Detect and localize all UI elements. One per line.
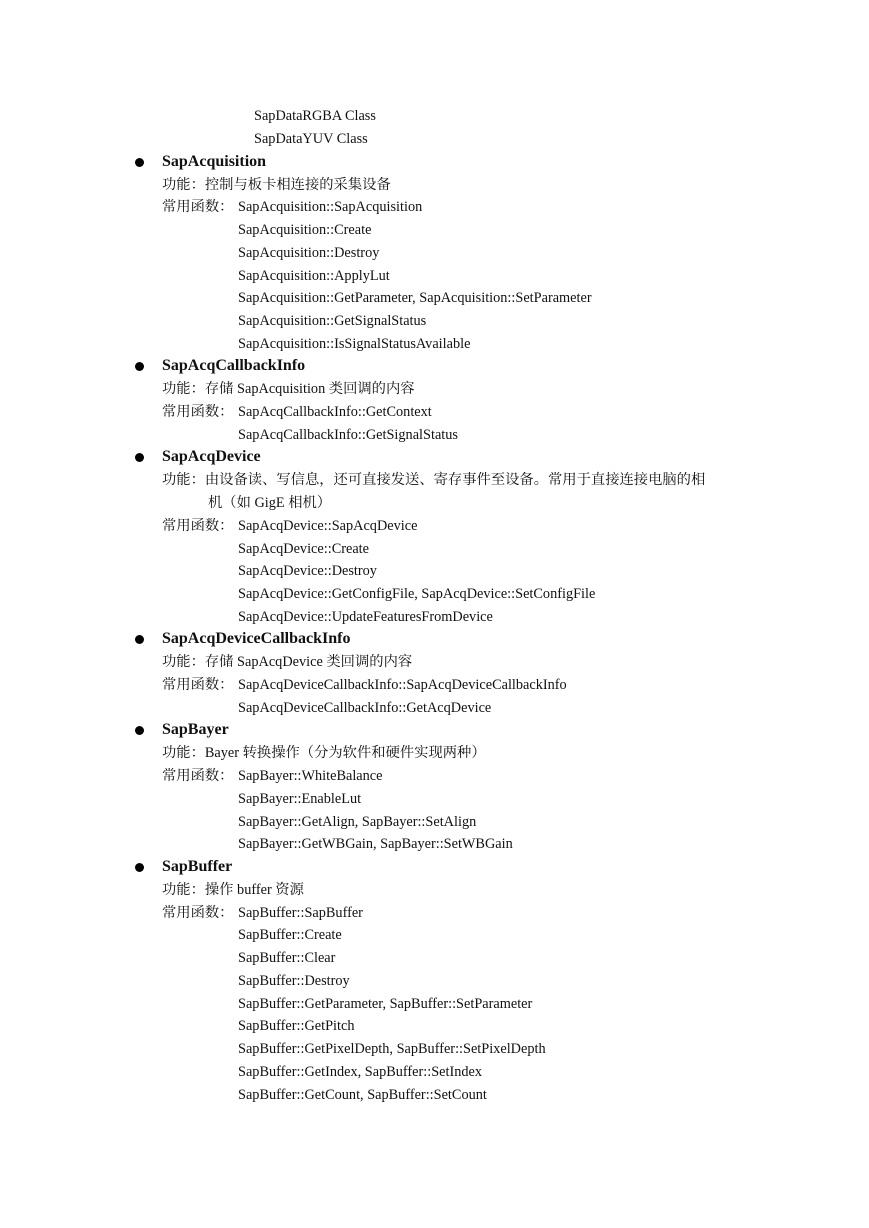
section-title: SapBayer: [162, 721, 229, 738]
section-title: SapAcqDeviceCallbackInfo: [162, 630, 351, 647]
func-item: SapBayer::GetWBGain, SapBayer::SetWBGain: [238, 836, 513, 852]
func-item: SapBuffer::Clear: [238, 950, 336, 966]
func-item: SapBayer::EnableLut: [238, 791, 362, 807]
func-item: SapBuffer::GetCount, SapBuffer::SetCount: [238, 1087, 487, 1103]
func-item: SapAcqDevice::Destroy: [238, 563, 377, 579]
func-item: SapBuffer::GetPitch: [238, 1018, 355, 1034]
bullet-icon: [135, 726, 144, 735]
func-item: SapAcquisition::IsSignalStatusAvailable: [238, 336, 471, 352]
function-description: 功能：Bayer 转换操作（分为软件和硬件实现两种）: [162, 745, 486, 761]
funcs-label: 常用函数：: [162, 404, 234, 420]
func-item: SapAcquisition::Create: [238, 222, 372, 238]
func-item: SapAcquisition::Destroy: [238, 245, 380, 261]
continuation-line: SapDataYUV Class: [254, 131, 368, 147]
section-title: SapBuffer: [162, 858, 233, 875]
func-item: SapAcqDeviceCallbackInfo::SapAcqDeviceCallbackInfo: [238, 677, 567, 693]
func-item: SapBuffer::SapBuffer: [238, 905, 363, 921]
funcs-label: 常用函数：: [162, 905, 234, 921]
function-description: 功能：存储 SapAcqDevice 类回调的内容: [162, 654, 413, 670]
funcs-label: 常用函数：: [162, 677, 234, 693]
continuation-line: SapDataRGBA Class: [254, 108, 376, 124]
section-title: SapAcqCallbackInfo: [162, 357, 306, 374]
func-item: SapAcqDevice::SapAcqDevice: [238, 518, 418, 534]
func-item: SapAcqCallbackInfo::GetSignalStatus: [238, 427, 458, 443]
func-item: SapAcqDeviceCallbackInfo::GetAcqDevice: [238, 700, 492, 716]
func-item: SapAcqDevice::Create: [238, 541, 369, 557]
func-item: SapBuffer::GetPixelDepth, SapBuffer::SetPixelDepth: [238, 1041, 546, 1057]
section-title: SapAcquisition: [162, 153, 267, 170]
bullet-icon: [135, 362, 144, 371]
funcs-label: 常用函数：: [162, 518, 234, 534]
func-item: SapBayer::GetAlign, SapBayer::SetAlign: [238, 814, 477, 830]
func-item: SapAcquisition::GetSignalStatus: [238, 313, 427, 329]
bullet-icon: [135, 635, 144, 644]
func-item: SapBuffer::Destroy: [238, 973, 350, 989]
func-item: SapBayer::WhiteBalance: [238, 768, 383, 784]
bullet-icon: [135, 453, 144, 462]
func-item: SapBuffer::GetIndex, SapBuffer::SetIndex: [238, 1064, 483, 1080]
function-description: 功能：存储 SapAcquisition 类回调的内容: [162, 381, 415, 397]
func-item: SapAcquisition::ApplyLut: [238, 268, 390, 284]
func-item: SapAcqDevice::GetConfigFile, SapAcqDevice::SetConfigFile: [238, 586, 596, 602]
func-item: SapAcquisition::GetParameter, SapAcquisition::SetParameter: [238, 290, 592, 306]
function-description-cont: 机（如 GigE 相机）: [208, 495, 332, 511]
func-item: SapAcqDevice::UpdateFeaturesFromDevice: [238, 609, 493, 625]
func-item: SapAcqCallbackInfo::GetContext: [238, 404, 432, 420]
section-title: SapAcqDevice: [162, 448, 261, 465]
bullet-icon: [135, 158, 144, 167]
func-item: SapBuffer::GetParameter, SapBuffer::SetParameter: [238, 996, 533, 1012]
func-item: SapAcquisition::SapAcquisition: [238, 199, 423, 215]
funcs-label: 常用函数：: [162, 768, 234, 784]
bullet-icon: [135, 863, 144, 872]
funcs-label: 常用函数：: [162, 199, 234, 215]
func-item: SapBuffer::Create: [238, 927, 342, 943]
function-description: 功能：操作 buffer 资源: [162, 882, 304, 898]
function-description: 功能：由设备读、写信息，还可直接发送、寄存事件至设备。常用于直接连接电脑的相: [162, 472, 706, 488]
function-description: 功能：控制与板卡相连接的采集设备: [162, 177, 391, 193]
